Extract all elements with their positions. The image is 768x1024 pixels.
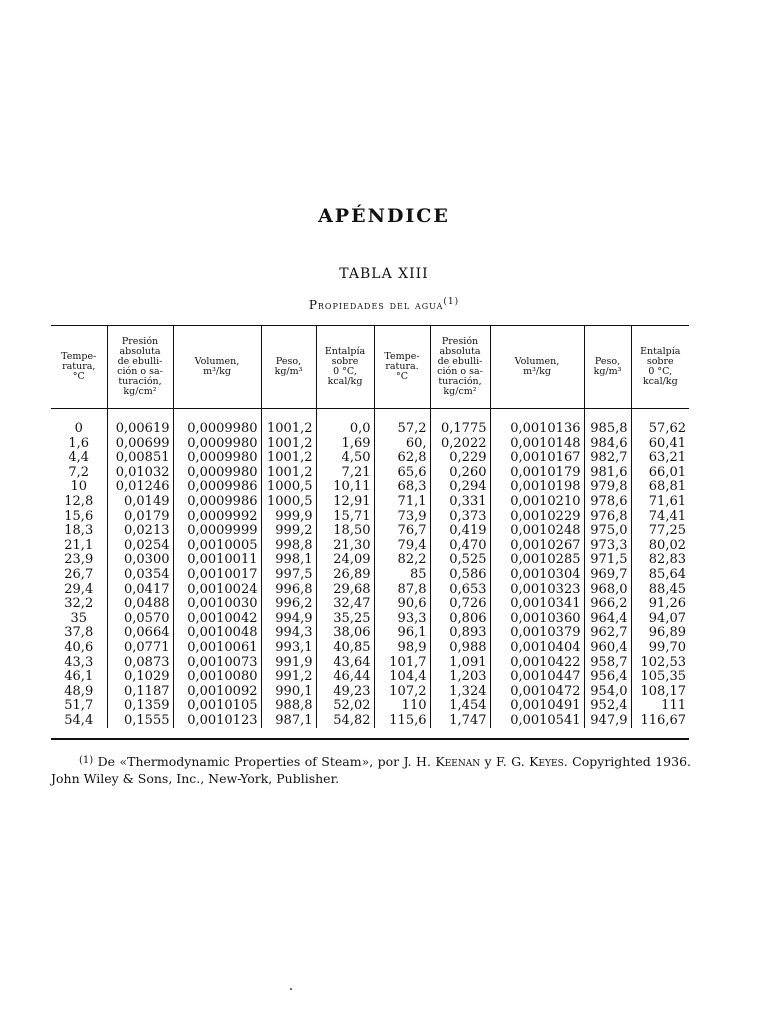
table-cell: 0,0010092 bbox=[173, 685, 261, 700]
table-cell: 991,2 bbox=[261, 670, 316, 685]
table-cell: 994,9 bbox=[261, 612, 316, 627]
footnote-text-1: De «Thermodynamic Properties of Steam», por J. H. bbox=[93, 754, 436, 769]
table-row bbox=[51, 699, 689, 714]
table-cell: 0,0009986 bbox=[173, 495, 261, 510]
table-cell: 0,1555 bbox=[107, 714, 173, 729]
table-cell: 73,9 bbox=[374, 510, 430, 525]
table-row bbox=[51, 714, 689, 729]
table-row bbox=[51, 626, 689, 641]
table-cell: 0,331 bbox=[430, 495, 490, 510]
table-cell: 49,23 bbox=[316, 685, 374, 700]
table-cell: 1001,2 bbox=[261, 437, 316, 452]
column-header: Tempe- ratura. °C bbox=[374, 326, 430, 409]
table-cell: 24,09 bbox=[316, 553, 374, 568]
table-cell: 0,0010491 bbox=[490, 699, 584, 714]
table-cell: 18,50 bbox=[316, 524, 374, 539]
column-header: Presión absoluta de ebulli- ción o sa- turación, kg/cm² bbox=[107, 326, 173, 409]
table-cell: 82,83 bbox=[648, 553, 686, 568]
table-cell: 0,525 bbox=[430, 553, 490, 568]
table-cell: 85,64 bbox=[648, 567, 686, 582]
table-cell: 0,0488 bbox=[107, 597, 173, 612]
table-cell: 964,4 bbox=[584, 612, 631, 627]
table-cell: 0,0 bbox=[316, 409, 374, 437]
table-cell: 998,1 bbox=[261, 553, 316, 568]
table-cell: 4,4 bbox=[51, 451, 107, 466]
table-cell: 988,8 bbox=[261, 699, 316, 714]
table-cell: 0,0010304 bbox=[490, 568, 584, 583]
table-cell: 0,0010005 bbox=[173, 539, 261, 554]
table-cell: 0,0009992 bbox=[173, 510, 261, 525]
table-cell: 0,586 bbox=[430, 568, 490, 583]
table-cell: 0,0010136 bbox=[490, 409, 584, 437]
table-cell: 0,0009980 bbox=[173, 437, 261, 452]
table-cell: 0,0010248 bbox=[490, 524, 584, 539]
page-title: APÉNDICE bbox=[318, 205, 450, 227]
table-row bbox=[51, 510, 689, 525]
table-cell: 0,470 bbox=[430, 539, 490, 554]
column-header: Peso, kg/m³ bbox=[584, 326, 631, 409]
table-cell: 0,0254 bbox=[107, 539, 173, 554]
table-cell: 1,203 bbox=[430, 670, 490, 685]
table-cell: 969,7 bbox=[584, 568, 631, 583]
table-cell: 979,8 bbox=[584, 480, 631, 495]
table-cell: 0,0010011 bbox=[173, 553, 261, 568]
column-header: Volumen, m³/kg bbox=[490, 326, 584, 409]
table-cell: 0,0010422 bbox=[490, 656, 584, 671]
table-cell: 994,3 bbox=[261, 626, 316, 641]
table-cell: 29,4 bbox=[51, 583, 107, 598]
table-cell: 63,21 bbox=[648, 451, 686, 466]
table-cell: 40,6 bbox=[51, 641, 107, 656]
table-cell: 978,6 bbox=[584, 495, 631, 510]
table-cell: 0,0010472 bbox=[490, 685, 584, 700]
table-cell: 990,1 bbox=[261, 685, 316, 700]
table-cell: 60,41 bbox=[648, 436, 686, 451]
table-cell: 976,8 bbox=[584, 510, 631, 525]
table-cell: 0,0010229 bbox=[490, 510, 584, 525]
table-row bbox=[51, 524, 689, 539]
table-cell: 32,47 bbox=[316, 597, 374, 612]
table-cell: 4,50 bbox=[316, 451, 374, 466]
table-cell: 79,4 bbox=[374, 539, 430, 554]
table-cell: 0,0010198 bbox=[490, 480, 584, 495]
table-cell: 0,0009986 bbox=[173, 480, 261, 495]
table-cell: 1001,2 bbox=[261, 466, 316, 481]
table-cell: 38,06 bbox=[316, 626, 374, 641]
table-cell: 0,1029 bbox=[107, 670, 173, 685]
table-cell: 51,7 bbox=[51, 699, 107, 714]
table-cell: 104,4 bbox=[374, 670, 430, 685]
table-cell: 0,0010123 bbox=[173, 714, 261, 729]
table-cell: 68,3 bbox=[374, 480, 430, 495]
table-cell: 12,91 bbox=[316, 495, 374, 510]
table-cell: 115,6 bbox=[374, 714, 430, 729]
table-cell: 0,0010179 bbox=[490, 466, 584, 481]
table-cell: 984,6 bbox=[584, 437, 631, 452]
table-cell: 0,294 bbox=[430, 480, 490, 495]
table-row bbox=[51, 685, 689, 700]
table-row bbox=[51, 495, 689, 510]
table-cell: 101,7 bbox=[374, 656, 430, 671]
table-cell: 0,0010105 bbox=[173, 699, 261, 714]
table-cell: 0,0179 bbox=[107, 510, 173, 525]
table-cell: 975,0 bbox=[584, 524, 631, 539]
table-cell: 1001,2 bbox=[261, 409, 316, 437]
table-cell: 26,7 bbox=[51, 568, 107, 583]
table-cell: 37,8 bbox=[51, 626, 107, 641]
table-cell: 0,1775 bbox=[430, 409, 490, 437]
table-cell: 0,0771 bbox=[107, 641, 173, 656]
table-cell: 88,45 bbox=[648, 582, 686, 597]
table-cell: 0,0010024 bbox=[173, 583, 261, 598]
table-cell: 0,373 bbox=[430, 510, 490, 525]
footnote-author-2: Keyes bbox=[529, 754, 564, 769]
table-cell: 1,091 bbox=[430, 656, 490, 671]
table-cell: 0,0009980 bbox=[173, 466, 261, 481]
table-cell: 32,2 bbox=[51, 597, 107, 612]
table-cell: 0,0010080 bbox=[173, 670, 261, 685]
table-cell: 29,68 bbox=[316, 583, 374, 598]
table-row bbox=[51, 641, 689, 656]
table-cell: 107,2 bbox=[374, 685, 430, 700]
table-cell: 46,44 bbox=[316, 670, 374, 685]
table-subtitle bbox=[0, 297, 768, 312]
table-cell: 1000,5 bbox=[261, 480, 316, 495]
table-cell: 0,653 bbox=[430, 583, 490, 598]
table-cell: 0,0010073 bbox=[173, 656, 261, 671]
water-properties-table bbox=[51, 326, 689, 728]
table-cell: 110 bbox=[374, 699, 430, 714]
table-row bbox=[51, 568, 689, 583]
table-row bbox=[51, 409, 689, 437]
table-cell: 15,71 bbox=[316, 510, 374, 525]
table-cell: 87,8 bbox=[374, 583, 430, 598]
table-cell: 12,8 bbox=[51, 495, 107, 510]
table-cell: 991,9 bbox=[261, 656, 316, 671]
footnote bbox=[51, 752, 691, 787]
table-cell: 0,0010017 bbox=[173, 568, 261, 583]
table-cell: 971,5 bbox=[584, 553, 631, 568]
table-cell: 982,7 bbox=[584, 451, 631, 466]
table-cell: 0,0354 bbox=[107, 568, 173, 583]
table-cell: 23,9 bbox=[51, 553, 107, 568]
footnote-mark: (1) bbox=[79, 755, 94, 766]
table-cell: 0,01032 bbox=[107, 466, 173, 481]
table-cell: 60, bbox=[374, 437, 430, 452]
table-cell: 0,0010541 bbox=[490, 714, 584, 729]
table-cell: 116,67 bbox=[640, 713, 686, 728]
table-cell: 997,5 bbox=[261, 568, 316, 583]
table-cell: 998,8 bbox=[261, 539, 316, 554]
table-cell: 960,4 bbox=[584, 641, 631, 656]
table-cell: 0,229 bbox=[430, 451, 490, 466]
table-cell: 94,07 bbox=[648, 611, 686, 626]
table-cell: 0,0300 bbox=[107, 553, 173, 568]
column-header: Peso, kg/m³ bbox=[261, 326, 316, 409]
table-cell: 1001,2 bbox=[261, 451, 316, 466]
table-cell: 35 bbox=[51, 612, 107, 627]
table-cell: 68,81 bbox=[648, 480, 686, 495]
table-cell: 77,25 bbox=[648, 524, 686, 539]
table-cell: 0,260 bbox=[430, 466, 490, 481]
table-cell: 82,2 bbox=[374, 553, 430, 568]
table-cell: 0,0010148 bbox=[490, 437, 584, 452]
table-cell: 996,2 bbox=[261, 597, 316, 612]
table-row bbox=[51, 553, 689, 568]
table-cell: 52,02 bbox=[316, 699, 374, 714]
table-cell: 98,9 bbox=[374, 641, 430, 656]
table-cell: 74,41 bbox=[648, 509, 686, 524]
table-cell: 981,6 bbox=[584, 466, 631, 481]
table-cell: 1000,5 bbox=[261, 495, 316, 510]
table-cell: 0,1187 bbox=[107, 685, 173, 700]
table-cell: 0,0010048 bbox=[173, 626, 261, 641]
table-cell: 62,8 bbox=[374, 451, 430, 466]
table-row bbox=[51, 466, 689, 481]
table-cell: 0,1359 bbox=[107, 699, 173, 714]
table-cell: 40,85 bbox=[316, 641, 374, 656]
column-header: Tempe- ratura, °C bbox=[51, 326, 107, 409]
table-cell: 111 bbox=[661, 699, 686, 714]
table-cell: 0,0010210 bbox=[490, 495, 584, 510]
table-cell: 57,62 bbox=[648, 421, 686, 436]
table-cell: 21,30 bbox=[316, 539, 374, 554]
table-cell: 35,25 bbox=[316, 612, 374, 627]
table-cell: 958,7 bbox=[584, 656, 631, 671]
table-cell: 999,2 bbox=[261, 524, 316, 539]
table-cell: 0,0149 bbox=[107, 495, 173, 510]
table-cell: 962,7 bbox=[584, 626, 631, 641]
table-cell: 0,0213 bbox=[107, 524, 173, 539]
table-cell: 954,0 bbox=[584, 685, 631, 700]
table-body bbox=[51, 409, 689, 729]
table-cell: 7,21 bbox=[316, 466, 374, 481]
footnote-author-1: Keenan bbox=[435, 754, 481, 769]
table-cell: 952,4 bbox=[584, 699, 631, 714]
table-cell: 0,0009999 bbox=[173, 524, 261, 539]
table-cell: 973,3 bbox=[584, 539, 631, 554]
table-cell: 91,26 bbox=[648, 597, 686, 612]
table-subtitle-text: Propiedades del agua bbox=[308, 298, 444, 312]
footnote-text-3: . Copyrighted 1936. John Wiley & Sons, Inc., New-York, Publisher. bbox=[51, 754, 691, 786]
table-cell: 7,2 bbox=[51, 466, 107, 481]
table-cell: 1,324 bbox=[430, 685, 490, 700]
table-cell: 102,53 bbox=[640, 655, 686, 670]
table-cell: 0,01246 bbox=[107, 480, 173, 495]
table-cell: 0,2022 bbox=[430, 437, 490, 452]
table-cell: 43,64 bbox=[316, 656, 374, 671]
table-cell: 0,0664 bbox=[107, 626, 173, 641]
footnote-text-2: y F. G. bbox=[480, 754, 530, 769]
table-row bbox=[51, 539, 689, 554]
table-cell: 0,0010379 bbox=[490, 626, 584, 641]
scan-speck bbox=[290, 988, 292, 990]
table-cell: 71,61 bbox=[648, 494, 686, 509]
table-cell: 90,6 bbox=[374, 597, 430, 612]
table-row bbox=[51, 597, 689, 612]
table-cell: 1,454 bbox=[430, 699, 490, 714]
table-row bbox=[51, 583, 689, 598]
table-cell: 993,1 bbox=[261, 641, 316, 656]
table-cell: 0,0010042 bbox=[173, 612, 261, 627]
column-header: Volumen, m³/kg bbox=[173, 326, 261, 409]
table-cell: 21,1 bbox=[51, 539, 107, 554]
table-cell: 0,0009980 bbox=[173, 409, 261, 437]
table-cell: 1,69 bbox=[316, 437, 374, 452]
table-cell: 15,6 bbox=[51, 510, 107, 525]
table-cell: 48,9 bbox=[51, 685, 107, 700]
table-cell: 66,01 bbox=[648, 465, 686, 480]
table-cell: 0,0010061 bbox=[173, 641, 261, 656]
table-cell: 46,1 bbox=[51, 670, 107, 685]
table-row bbox=[51, 612, 689, 627]
table-cell: 65,6 bbox=[374, 466, 430, 481]
table-cell: 1,747 bbox=[430, 714, 490, 729]
table-cell: 0,0009980 bbox=[173, 451, 261, 466]
table-number: TABLA XIII bbox=[339, 266, 429, 282]
table-cell: 0,0010341 bbox=[490, 597, 584, 612]
water-properties-table-frame bbox=[51, 325, 689, 740]
table-cell: 966,2 bbox=[584, 597, 631, 612]
table-row bbox=[51, 670, 689, 685]
table-cell: 0,988 bbox=[430, 641, 490, 656]
table-row bbox=[51, 480, 689, 495]
table-cell: 0,0010030 bbox=[173, 597, 261, 612]
table-cell: 987,1 bbox=[261, 714, 316, 729]
table-cell: 0,0010404 bbox=[490, 641, 584, 656]
table-cell: 0,0873 bbox=[107, 656, 173, 671]
table-row bbox=[51, 437, 689, 452]
table-cell: 99,70 bbox=[648, 640, 686, 655]
table-cell: 26,89 bbox=[316, 568, 374, 583]
table-cell: 96,1 bbox=[374, 626, 430, 641]
table-cell: 57,2 bbox=[374, 409, 430, 437]
table-cell: 93,3 bbox=[374, 612, 430, 627]
table-cell: 0,806 bbox=[430, 612, 490, 627]
table-cell: 956,4 bbox=[584, 670, 631, 685]
table-cell: 10,11 bbox=[316, 480, 374, 495]
table-cell: 947,9 bbox=[584, 714, 631, 729]
table-cell: 10 bbox=[51, 480, 107, 495]
table-cell: 0,0010360 bbox=[490, 612, 584, 627]
table-cell: 0,0010285 bbox=[490, 553, 584, 568]
table-cell: 43,3 bbox=[51, 656, 107, 671]
table-cell: 0,0010167 bbox=[490, 451, 584, 466]
table-cell: 0,0010323 bbox=[490, 583, 584, 598]
table-cell: 76,7 bbox=[374, 524, 430, 539]
table-cell: 0,00851 bbox=[107, 451, 173, 466]
table-cell: 0,0417 bbox=[107, 583, 173, 598]
table-cell: 985,8 bbox=[584, 409, 631, 437]
table-cell: 0 bbox=[51, 409, 107, 437]
footnote-reference: (1) bbox=[443, 297, 460, 307]
table-cell: 80,02 bbox=[648, 538, 686, 553]
table-cell: 1,6 bbox=[51, 437, 107, 452]
table-cell: 999,9 bbox=[261, 510, 316, 525]
column-header: Entalpía sobre 0 °C, kcal/kg bbox=[316, 326, 374, 409]
table-cell: 96,89 bbox=[648, 626, 686, 641]
table-cell: 0,0570 bbox=[107, 612, 173, 627]
table-cell: 0,419 bbox=[430, 524, 490, 539]
table-cell: 108,17 bbox=[640, 684, 686, 699]
table-row bbox=[51, 656, 689, 671]
table-cell: 0,0010267 bbox=[490, 539, 584, 554]
table-cell: 968,0 bbox=[584, 583, 631, 598]
table-cell: 0,00619 bbox=[107, 409, 173, 437]
table-cell: 54,82 bbox=[316, 714, 374, 729]
table-cell: 996,8 bbox=[261, 583, 316, 598]
table-header-row bbox=[51, 326, 689, 409]
column-header: Presión absoluta de ebulli- ción o sa- turación, kg/cm² bbox=[430, 326, 490, 409]
table-cell: 0,893 bbox=[430, 626, 490, 641]
table-cell: 71,1 bbox=[374, 495, 430, 510]
table-cell: 0,0010447 bbox=[490, 670, 584, 685]
table-cell: 0,726 bbox=[430, 597, 490, 612]
column-header: Entalpía sobre 0 °C, kcal/kg bbox=[631, 326, 689, 409]
table-cell: 0,00699 bbox=[107, 437, 173, 452]
table-cell: 18,3 bbox=[51, 524, 107, 539]
table-row bbox=[51, 451, 689, 466]
table-cell: 105,35 bbox=[640, 670, 686, 685]
table-cell: 85 bbox=[374, 568, 430, 583]
table-cell: 54,4 bbox=[51, 714, 107, 729]
